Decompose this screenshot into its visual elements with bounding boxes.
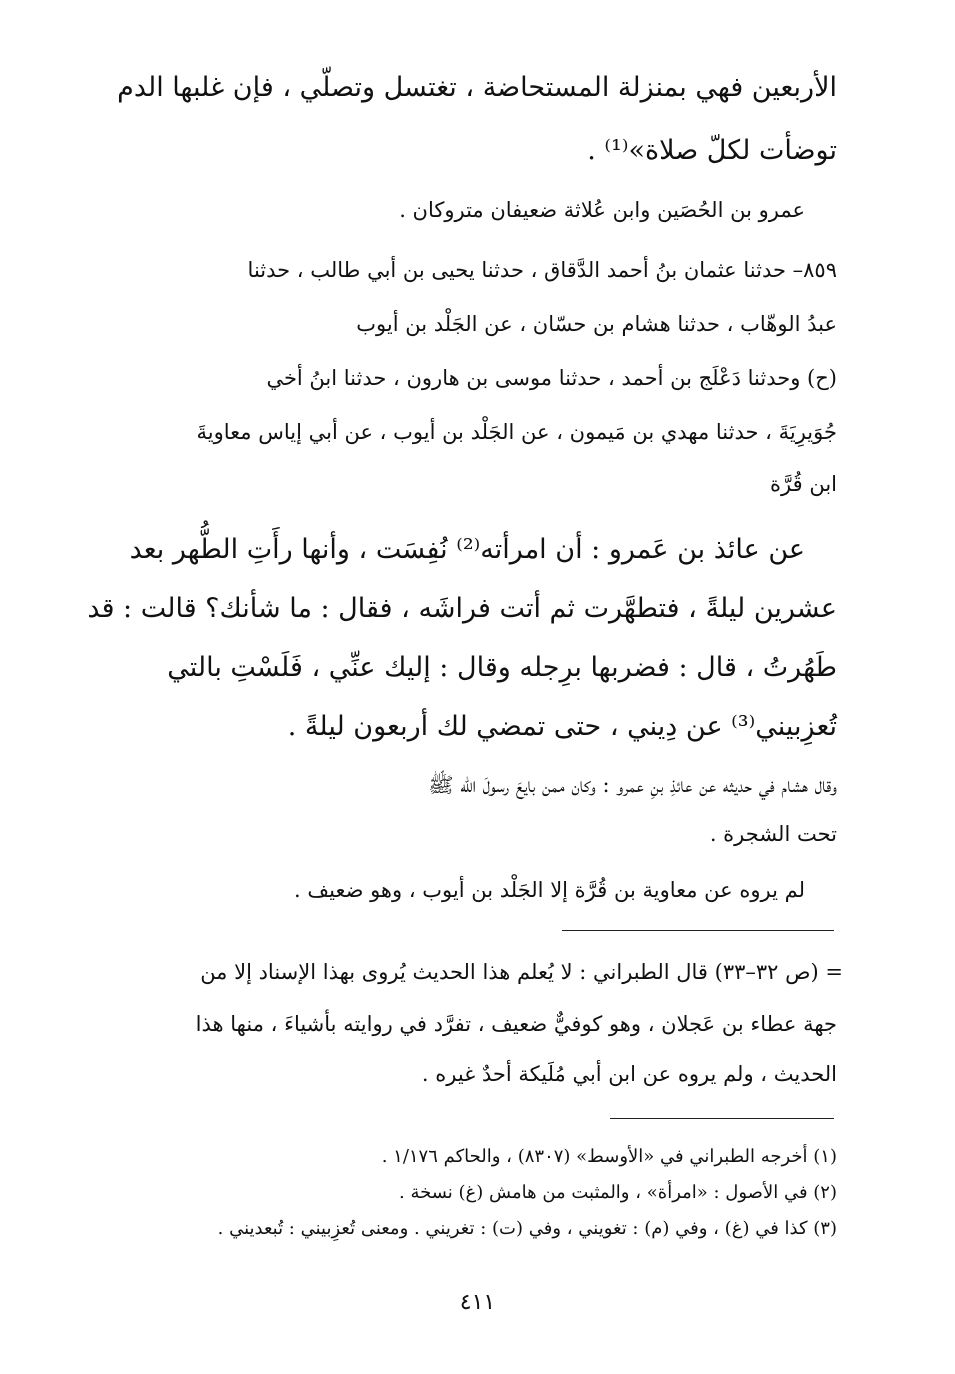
editor-note: لم يروه عن معاوية بن قُرَّة إلا الجَلْد بن أيوب ، وهو ضعيف . [294, 878, 805, 902]
hadith-matn-line: طَهُرتُ ، قال : فضربها برِجله وقال : إليك عنِّي ، فَلَسْتِ بالتي [167, 652, 837, 683]
continued-footnote-line: جهة عطاء بن عَجلان ، وهو كوفيٌّ ضعيف ، تفرَّد في روايته بأشياءَ ، منها هذا [195, 1012, 837, 1036]
hadith-matn-line: عشرين ليلةً ، فتطهَّرت ثم أتت فراشَه ، فقال : ما شأنك؟ قالت : قد [87, 593, 837, 624]
text-line: توضأت لكلّ صلاة»⁽¹⁾ . [587, 135, 837, 166]
text-line: الأربعين فهي بمنزلة المستحاضة ، تغتسل وتصلّي ، فإن غلبها الدم [117, 72, 837, 103]
hadith-isnad-line: ٨٥٩– حدثنا عثمان بنُ أحمد الدَّقاق ، حدثنا يحيى بن أبي طالب ، حدثنا [247, 258, 837, 282]
hadith-isnad-line: (ح) وحدثنا دَعْلَج بن أحمد ، حدثنا موسى بن هارون ، حدثنا ابنُ أخي [266, 366, 837, 390]
footnote: (٣) كذا في (غ) ، وفي (م) : تغويني ، وفي (ت) : تغريني . ومعنى تُعزِبيني : تُبعديني . [217, 1218, 837, 1239]
page-number: ٤١١ [459, 1290, 496, 1315]
footnote-separator [562, 930, 834, 931]
editor-note: عمرو بن الحُصَين وابن عُلاثة ضعيفان متروكان . [399, 198, 805, 222]
hadith-isnad-line: جُوَيرِيَةَ ، حدثنا مهدي بن مَيمون ، عن الجَلْد بن أيوب ، عن أبي إياس معاويةَ [196, 420, 837, 444]
text-line: وقال هشام في حديثه عن عائذِ بنِ عمرو : وكان ممن بايعَ رسولَ الله ﷺ [428, 773, 837, 797]
text-line: تحت الشجرة . [709, 822, 837, 846]
continued-footnote-line: = (ص ٣٢–٣٣) قال الطبراني : لا يُعلم هذا الحديث يُروى بهذا الإسناد إلا من [200, 960, 843, 984]
footnote: (٢) في الأصول : «امرأة» ، والمثبت من هامش (غ) نسخة . [399, 1182, 837, 1203]
hadith-matn-line: عن عائذ بن عَمرو : أن امرأته⁽²⁾ نُفِسَت ، وأنها رأَتِ الطُّهر بعد [129, 534, 805, 565]
hadith-isnad-line: ابن قُرَّة [770, 472, 837, 496]
footnote-separator [610, 1118, 834, 1119]
continued-footnote-line: الحديث ، ولم يروه عن ابن أبي مُلَيكة أحدٌ غيره . [421, 1062, 837, 1086]
hadith-matn-line: تُعزِبيني⁽³⁾ عن دِيني ، حتى تمضي لك أربعون ليلةً . [287, 711, 837, 742]
hadith-isnad-line: عبدُ الوهّاب ، حدثنا هشام بن حسّان ، عن الجَلْد بن أيوب [356, 312, 837, 336]
footnote: (١) أخرجه الطبراني في «الأوسط» (٨٣٠٧) ، والحاكم ١/١٧٦ . [381, 1146, 837, 1167]
